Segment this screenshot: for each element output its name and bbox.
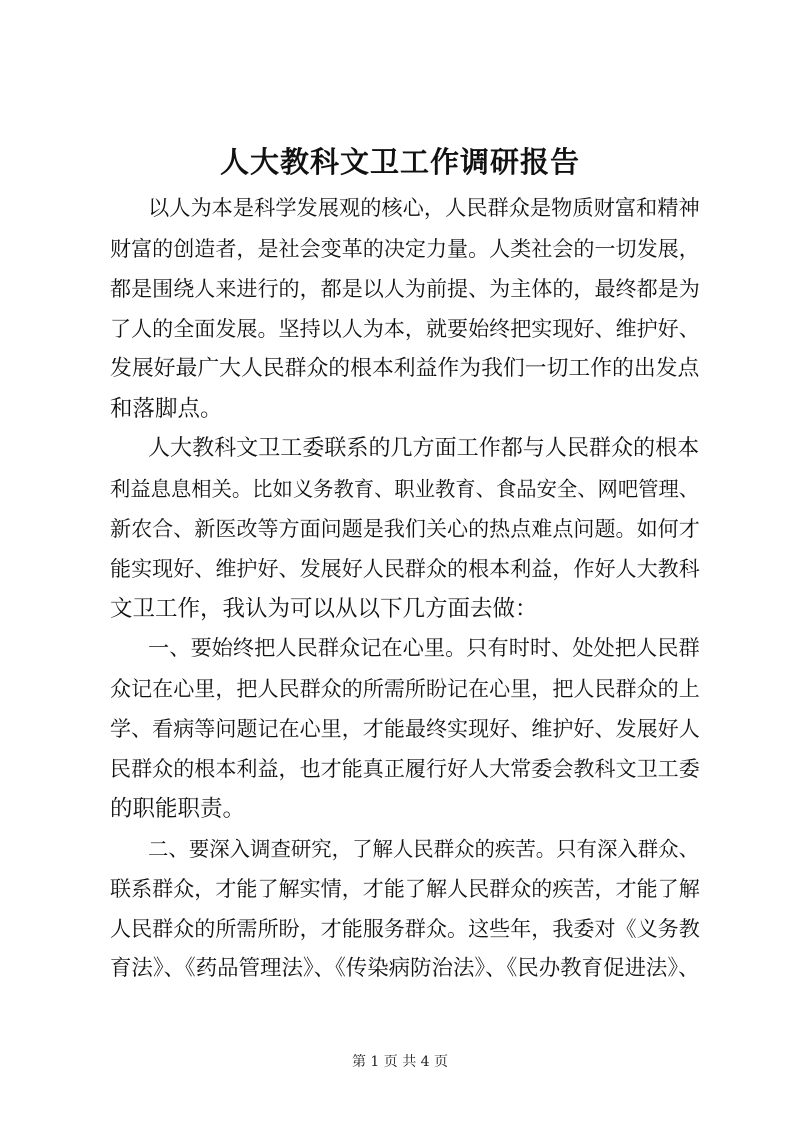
- paragraph-2-line-3: 新农合、新医改等方面问题是我们关心的热点难点问题。如何才: [110, 516, 700, 541]
- paragraph-3-line-4: 民群众的根本利益，也才能真正履行好人大常委会教科文卫工委: [110, 756, 700, 781]
- paragraph-4-line-4: 育法》、《药品管理法》、《传染病防治法》、《民办教育促进法》、: [110, 956, 700, 981]
- paragraph-1-line-3: 都是围绕人来进行的，都是以人为前提、为主体的，最终都是为: [110, 276, 700, 301]
- paragraph-2-line-2: 利益息息相关。比如义务教育、职业教育、食品安全、网吧管理、: [110, 477, 700, 501]
- paragraph-3-line-2: 众记在心里，把人民群众的所需所盼记在心里，把人民群众的上: [110, 676, 700, 701]
- paragraph-2-line-1: 人大教科文卫工委联系的几方面工作都与人民群众的根本: [148, 436, 700, 461]
- paragraph-4-line-1: 二、要深入调查研究，了解人民群众的疾苦。只有深入群众、: [148, 837, 699, 861]
- paragraph-2-line-4: 能实现好、维护好、发展好人民群众的根本利益，作好人大教科: [110, 556, 700, 581]
- paragraph-3-line-5: 的职能职责。: [110, 796, 246, 822]
- paragraph-3-line-1: 一、要始终把人民群众记在心里。只有时时、处处把人民群: [148, 636, 700, 661]
- paragraph-4-line-3: 人民群众的所需所盼，才能服务群众。这些年，我委对《义务教: [110, 916, 700, 941]
- paragraph-1-line-4: 了人的全面发展。坚持以人为本，就要始终把实现好、维护好、: [110, 316, 700, 341]
- page-number-footer: 第 1 页 共 4 页: [351, 1054, 449, 1070]
- paragraph-1-line-1: 以人为本是科学发展观的核心，人民群众是物质财富和精神: [148, 196, 700, 221]
- paragraph-1-line-2: 财富的创造者，是社会变革的决定力量。人类社会的一切发展，: [110, 236, 700, 261]
- paragraph-1-line-6: 和落脚点。: [110, 396, 223, 422]
- paragraph-2-line-5: 文卫工作，我认为可以从以下几方面去做：: [110, 596, 538, 622]
- document-title: 人大教科文卫工作调研报告: [219, 145, 580, 179]
- paragraph-3-line-3: 学、看病等问题记在心里，才能最终实现好、维护好、发展好人: [110, 716, 700, 741]
- paragraph-1-line-5: 发展好最广大人民群众的根本利益作为我们一切工作的出发点: [110, 356, 700, 381]
- paragraph-4-line-2: 联系群众，才能了解实情，才能了解人民群众的疾苦，才能了解: [110, 876, 700, 901]
